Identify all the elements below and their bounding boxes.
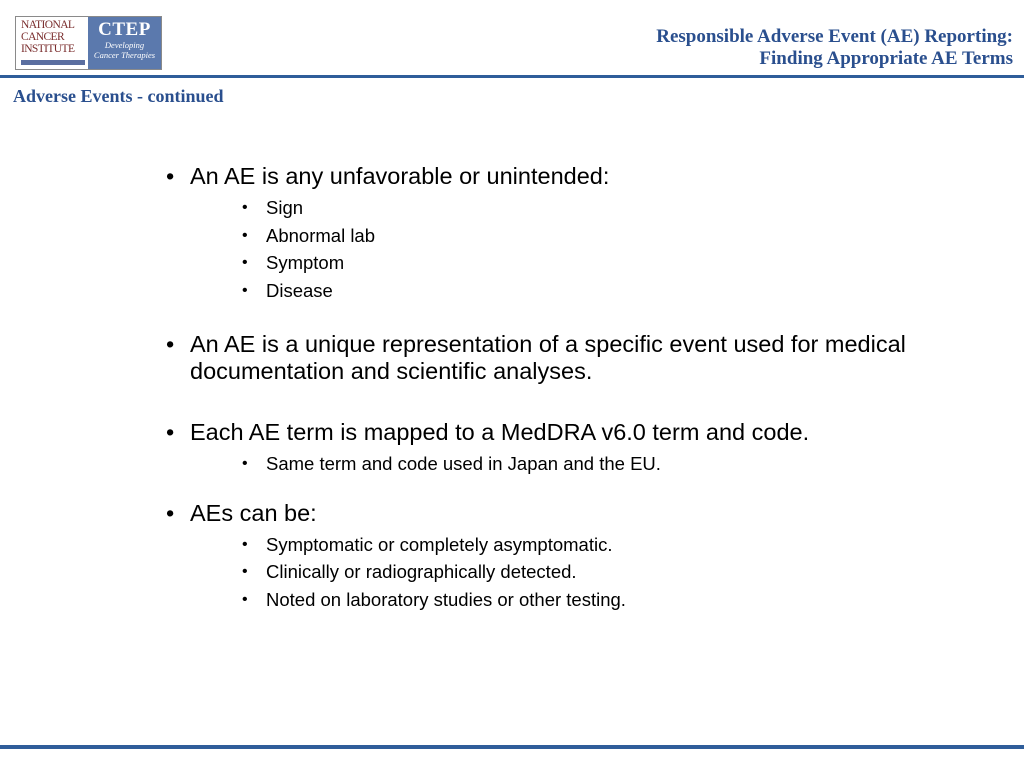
ctep-logo bbox=[15, 16, 162, 70]
bullet-text: An AE is any unfavorable or unintended: bbox=[190, 163, 610, 189]
ctep-logo-title: CTEP bbox=[98, 19, 151, 40]
sub-bullet-text: Abnormal lab bbox=[266, 224, 376, 246]
sub-bullet-item: • Same term and code used in Japan and the EU. bbox=[242, 453, 661, 474]
sub-bullet-text: Symptomatic or completely asymptomatic. bbox=[266, 533, 613, 555]
nci-logo-line: INSTITUTE bbox=[21, 43, 75, 55]
sub-bullet-text: Clinically or radiographically detected. bbox=[266, 561, 577, 582]
header-divider bbox=[0, 75, 1024, 78]
bullet-item bbox=[164, 163, 964, 304]
bullet-text: An AE is a unique representation of a specific event used for medical documentation and scientific analyses. bbox=[190, 331, 906, 384]
sub-bullet-text: Same term and code used in Japan and the EU. bbox=[266, 453, 661, 474]
bullet-marker: • bbox=[166, 163, 175, 189]
sub-bullet-text: Noted on laboratory studies or other testing. bbox=[266, 588, 626, 610]
bullet-item bbox=[164, 331, 964, 385]
sub-bullet-item: • Abnormal lab bbox=[242, 224, 376, 246]
nci-logo-rule bbox=[21, 60, 85, 65]
ctep-logo-subtitle: Cancer Therapies bbox=[93, 50, 156, 60]
sub-bullet-item: • Symptom bbox=[242, 252, 345, 273]
sub-bullet-item: • Noted on laboratory studies or other testing. bbox=[242, 588, 626, 610]
nci-logo-line: CANCER bbox=[21, 31, 65, 43]
sub-bullet-list bbox=[190, 531, 964, 614]
bullet-item bbox=[164, 419, 964, 478]
sub-bullet-text: Disease bbox=[266, 279, 333, 301]
sub-bullet-item: • Symptomatic or completely asymptomatic. bbox=[242, 533, 613, 555]
ctep-logo-subtitle: Developing bbox=[104, 40, 145, 50]
sub-bullet-list bbox=[190, 194, 964, 304]
nci-logo bbox=[16, 17, 88, 69]
bullet-list bbox=[164, 163, 964, 613]
header-title-line2: Finding Appropriate AE Terms bbox=[759, 48, 1013, 69]
footer-divider bbox=[0, 745, 1024, 749]
bullet-text: Each AE term is mapped to a MedDRA v6.0 term and code. bbox=[190, 419, 810, 445]
bullet-text: AEs can be: bbox=[190, 499, 317, 526]
section-title: Adverse Events - continued bbox=[13, 86, 224, 106]
nci-logo-line: NATIONAL bbox=[21, 19, 75, 31]
sub-bullet-text: Sign bbox=[266, 197, 304, 218]
sub-bullet-item: • Disease bbox=[242, 279, 333, 301]
header-title-line1: Responsible Adverse Event (AE) Reporting: bbox=[656, 26, 1013, 47]
sub-bullet-item: • Clinically or radiographically detected. bbox=[242, 561, 577, 582]
sub-bullet-list bbox=[190, 450, 964, 478]
sub-bullet-text: Symptom bbox=[266, 252, 345, 273]
bullet-item bbox=[164, 500, 964, 614]
ctep-logo-panel bbox=[88, 17, 161, 69]
bullet-marker: • bbox=[166, 331, 175, 357]
sub-bullet-item: • Sign bbox=[242, 197, 304, 218]
header-title bbox=[656, 26, 1013, 70]
bullet-marker: • bbox=[166, 419, 175, 445]
bullet-marker: • bbox=[166, 499, 175, 526]
